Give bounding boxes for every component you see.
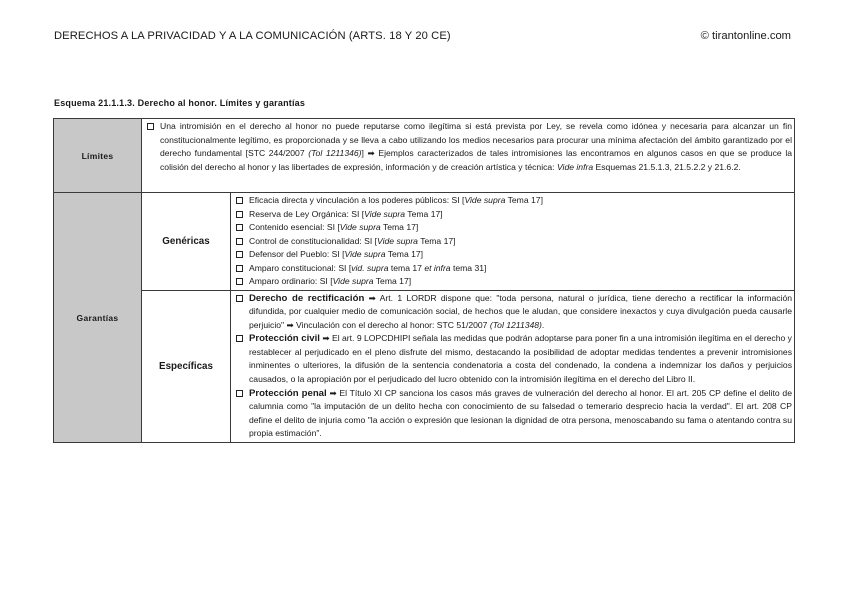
checkbox-bullet-icon <box>236 197 243 204</box>
checkbox-bullet-icon <box>147 123 154 130</box>
limites-ref-a: (Tol 1211346) <box>308 148 362 159</box>
item-text: ➡ El Título XI CP sanciona los casos más graves de vulneración del derecho al honor. El art. 205 CP define el delito de calumnia como "la imputación de un delito hecha con conocimiento de su falsedad o temerario desprecio hacia la verdad". El art. 208 CP define el delito de injuria como "la acción o expresión que lesionan la dignidad de otra persona, menoscabando su fama o atentando contra su propia estimación". <box>249 387 792 439</box>
item-text: Amparo ordinario: SI [ <box>249 276 333 286</box>
row-head-limites <box>54 119 142 193</box>
checkbox-bullet-icon <box>236 278 243 285</box>
item-text: Defensor del Pueblo: SI [ <box>249 249 345 259</box>
checkbox-bullet-icon <box>236 211 243 218</box>
item-reference: Vide supra <box>344 249 386 259</box>
list-item <box>235 248 792 262</box>
item-text: Amparo constitucional: SI [ <box>249 262 352 273</box>
item-text: ➡ Art. 1 LORDR dispone que: "toda persona, natural o jurídica, tiene derecho a rectificar la información difundida, por cualquier medio de comunicación social, de hechos que le aludan, que considere inexactos y cuya divulgación pueda causarle perjuicio" ➡ Vinculación con el derecho al honor: STC 51/2007 <box>249 292 792 330</box>
row-limites <box>54 119 795 193</box>
item-reference: Vide supra <box>377 235 418 246</box>
list-item <box>235 275 792 289</box>
subhead-genericas <box>142 193 231 291</box>
list-item <box>235 262 792 276</box>
list-item <box>235 221 792 235</box>
list-item <box>235 208 792 222</box>
item-tail: tema 17 <box>388 262 425 273</box>
checkbox-bullet-icon <box>236 251 243 258</box>
item-reference: Vide supra <box>339 222 381 232</box>
row-genericas <box>54 193 795 291</box>
item-title: Derecho de rectificación <box>249 292 365 304</box>
item-tail: Tema 17] <box>380 222 419 232</box>
copyright-notice: © tirantonline.com <box>700 30 791 42</box>
list-item <box>146 120 792 174</box>
list-item <box>235 292 792 333</box>
subhead-especificas-label: Específicas <box>159 360 213 372</box>
subhead-genericas-label: Genéricas <box>162 235 210 247</box>
item-text: Eficacia directa y vinculación a los poderes públicos: SI [ <box>249 195 465 205</box>
item-title: Protección penal <box>249 387 327 399</box>
especificas-content <box>231 290 795 443</box>
item-tail: Tema 17] <box>385 249 424 259</box>
limites-ref-b: Vide infra <box>556 161 594 172</box>
item-text: Contenido esencial: SI [ <box>249 222 340 232</box>
checkbox-bullet-icon <box>236 295 243 302</box>
limites-text-c: Esquemas 21.5.1.3, 21.5.2.2 y 21.6.2. <box>593 161 741 172</box>
limites-text-b: ] ➡ Ejemplos caracterizados de tales intromisiones las encontramos en algunos casos en que se produce la colisión del derecho al honor y las libertades de expresión, información y de creación artística y técnica: <box>160 148 793 172</box>
especificas-list <box>231 291 794 443</box>
genericas-content <box>231 193 795 291</box>
checkbox-bullet-icon <box>236 390 243 397</box>
genericas-list <box>231 193 794 290</box>
item-reference: et infra <box>424 262 451 273</box>
limites-text-a: Una intromisión en el derecho al honor no puede reputarse como ilegítima si está prevista por Ley, se revela como idónea y necesaria para alcanzar un fin constitucionalmente legítimo, es proporcionada y se lleva a cabo utilizando los medios necesarios para procurar una mínima afectación del ámbito garantizado por el derecho fundamental [STC 244/2007 <box>160 121 792 159</box>
row-especificas <box>54 290 795 443</box>
item-reference: vid. supra <box>351 262 389 273</box>
item-tail: Tema 17] <box>373 276 412 286</box>
checkbox-bullet-icon <box>236 238 243 245</box>
row-head-garantias <box>54 193 142 443</box>
list-item <box>235 194 792 208</box>
checkbox-bullet-icon <box>236 335 243 342</box>
scheme-table <box>53 118 795 443</box>
item-tail: . <box>541 319 545 330</box>
checkbox-bullet-icon <box>236 265 243 272</box>
limites-text <box>142 119 794 175</box>
item-title: Protección civil <box>249 333 320 345</box>
item-reference: Vide supra <box>464 195 506 205</box>
item-reference: (Tol 1211348) <box>489 319 542 330</box>
list-item <box>235 332 792 386</box>
subhead-especificas <box>142 290 231 443</box>
item-tail: tema 31] <box>450 262 487 273</box>
item-text: Reserva de Ley Orgánica: SI [ <box>249 208 365 219</box>
item-tail: Tema 17] <box>417 235 456 246</box>
item-reference: Vide supra <box>332 276 374 286</box>
row-head-limites-label: Límites <box>81 150 114 161</box>
item-reference: Vide supra <box>364 208 406 219</box>
item-text: ➡ El art. 9 LOPCDHIPI señala las medidas que podrán adoptarse para poner fin a una intromisión ilegítima en el derecho y restablecer al perjudicado en el pleno disfrute del mismo, destacando la posibilidad de adoptar medidas tendentes a prevenir intromisiones inminentes o ulteriores, la difusión de la sentencia condenatoria a costa del condenado, la condena a indemnizar los daños y perjuicios causados, o la apropiación por el perjudicado del lucro obtenido con la intromisión ilegítima en el derecho del Libro II. <box>249 333 792 385</box>
checkbox-bullet-icon <box>236 224 243 231</box>
list-item <box>235 387 792 441</box>
scheme-caption: Esquema 21.1.1.3. Derecho al honor. Límites y garantías <box>54 98 306 108</box>
item-text: Control de constitucionalidad: SI [ <box>249 235 378 246</box>
row-head-garantias-label: Garantías <box>76 312 119 323</box>
item-tail: Tema 17] <box>505 195 543 205</box>
running-header-title: DERECHOS A LA PRIVACIDAD Y A LA COMUNICACIÓN (ARTS. 18 Y 20 CE) <box>54 30 451 42</box>
limites-content <box>142 119 795 193</box>
list-item <box>235 235 792 249</box>
item-tail: Tema 17] <box>405 208 443 219</box>
